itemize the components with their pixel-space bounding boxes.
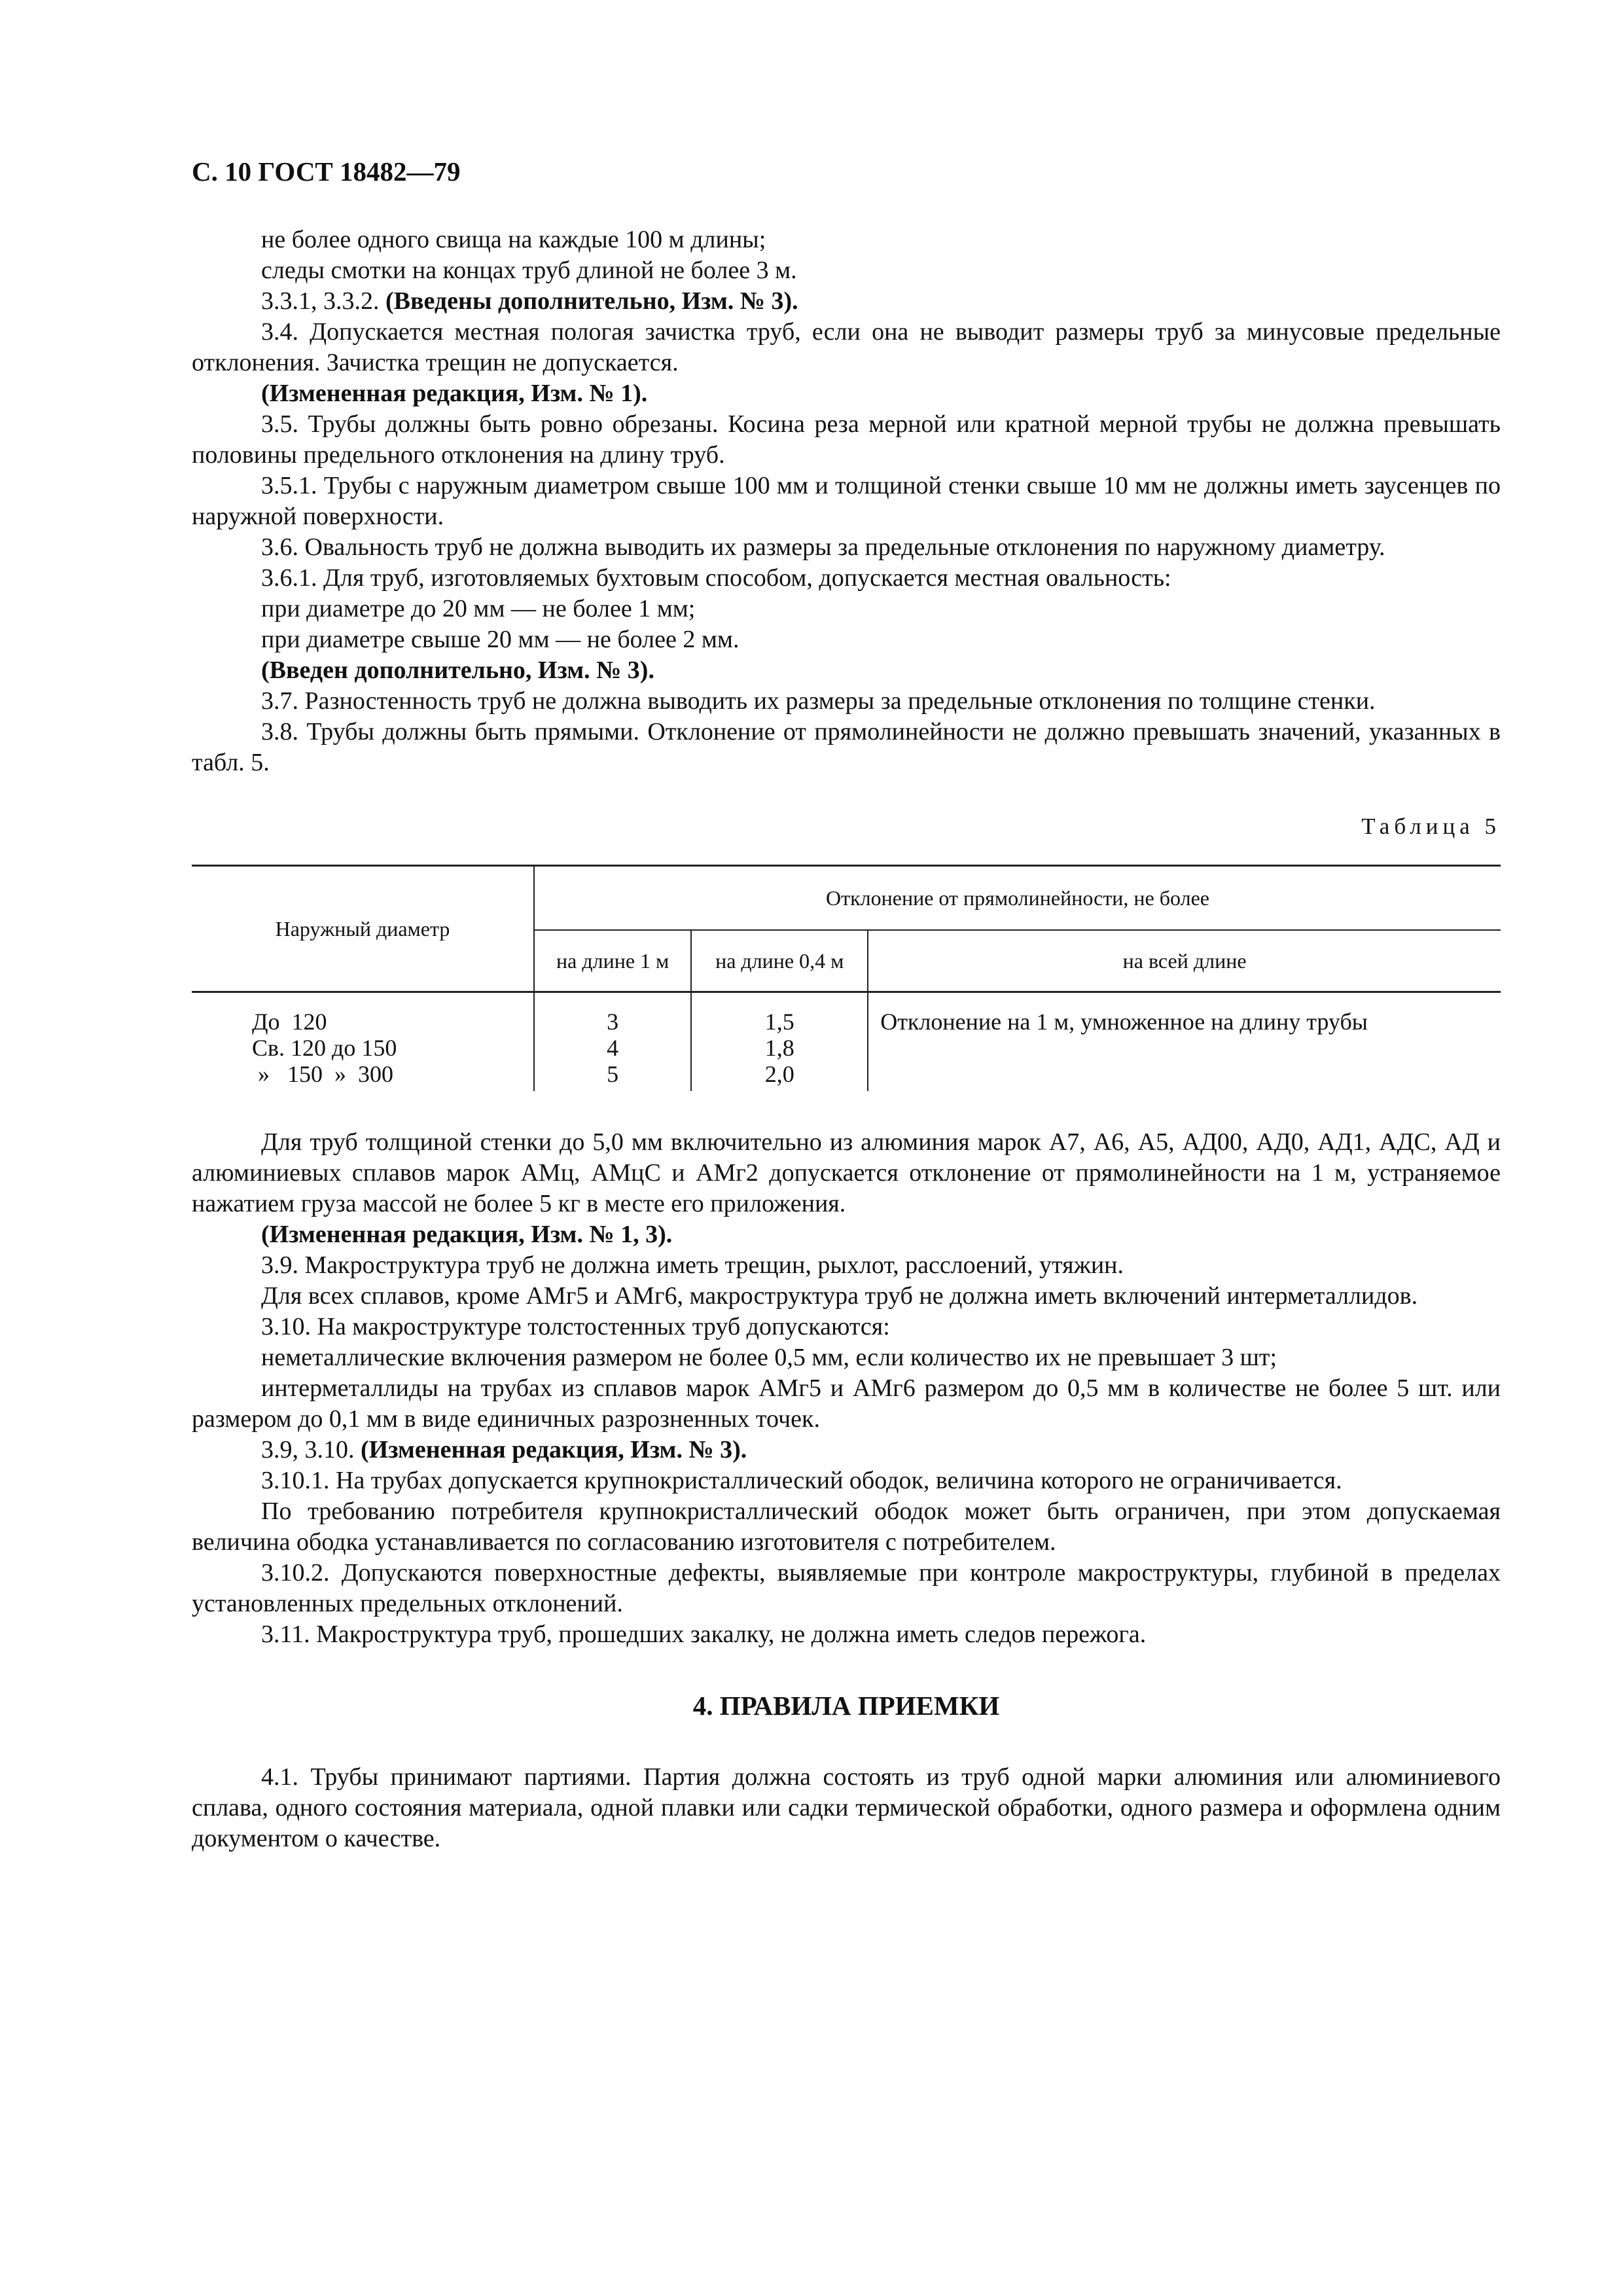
diameter-cell — [192, 992, 534, 1092]
paragraph: 3.7. Разностенность труб не должна выводить их размеры за предельные отклонения по толщине стенки. — [261, 687, 1376, 715]
whole-length-cell: Отклонение на 1 м, умноженное на длину трубы — [868, 992, 1501, 1092]
top-text-block — [192, 224, 1501, 778]
paragraph: 3.11. Макроструктура труб, прошедших закалку, не должна иметь следов пережога. — [261, 1621, 1147, 1648]
table-cell: 1,5 — [764, 1009, 794, 1035]
column-header-diameter: Наружный диаметр — [192, 866, 534, 992]
table-cell: 1,8 — [764, 1035, 794, 1061]
paragraph: 3.8. Трубы должны быть прямыми. Отклонение от прямолинейности не должно превышать значений, указанных в табл. 5. — [192, 718, 1501, 776]
amendment-note: (Измененная редакция, Изм. № 1, 3). — [261, 1221, 673, 1248]
paragraph: По требованию потребителя крупнокристаллический ободок может быть ограничен, при этом допускаемая величина ободка устанавливается по согласованию изготовителя с потребителем. — [192, 1498, 1501, 1556]
paragraph: неметаллические включения размером не более 0,5 мм, если количество их не превышает 3 шт; — [261, 1344, 1277, 1371]
table-cell: До 120 — [252, 1009, 327, 1035]
paragraph: следы смотки на концах труб длиной не более 3 м. — [261, 257, 797, 284]
paragraph: 3.5.1. Трубы с наружным диаметром свыше 100 мм и толщиной стенки свыше 10 мм не должны иметь заусенцев по наружной поверхности. — [192, 472, 1501, 530]
table-cell: 3 — [607, 1009, 619, 1035]
amendment-note: (Введены дополнительно, Изм. № 3). — [385, 287, 798, 315]
paragraph: Для труб толщиной стенки до 5,0 мм включительно из алюминия марок А7, А6, А5, АД00, АД0, АД1, АДС, АД и алюминиевых сплавов марок АМц, АМцС и АМг2 допускается отклонение от прямолинейности на 1 м, устраняемое нажатием груза массой не более 5 кг в месте его приложения. — [192, 1128, 1501, 1217]
paragraph: 3.9. Макроструктура труб не должна иметь трещин, рыхлот, расслоений, утяжин. — [261, 1251, 1124, 1279]
column-header-04m: на длине 0,4 м — [691, 930, 868, 992]
paragraph: интерметаллиды на трубах из сплавов марок АМг5 и АМг6 размером до 0,5 мм в количестве не более 5 шт. или размером до 0,1 мм в виде единичных разрозненных точек. — [192, 1374, 1501, 1433]
len-1m-cell — [534, 992, 691, 1092]
paragraph: 3.10. На макроструктуре толстостенных труб допускаются: — [261, 1313, 890, 1340]
amendment-note: (Измененная редакция, Изм. № 1). — [261, 380, 648, 407]
section-title: 4. ПРАВИЛА ПРИЕМКИ — [692, 1691, 1000, 1721]
table-cell: 5 — [607, 1061, 619, 1087]
paragraph: 3.10.1. На трубах допускается крупнокристаллический ободок, величина которого не ограничивается. — [261, 1467, 1342, 1494]
paragraph: 3.4. Допускается местная пологая зачистка труб, если она не выводит размеры труб за минусовые предельные отклонения. Зачистка трещин не допускается. — [192, 318, 1501, 376]
paragraph: 3.5. Трубы должны быть ровно обрезаны. Косина реза мерной или кратной мерной трубы не должна превышать половины предельного отклонения на длину труб. — [192, 410, 1501, 469]
document-page — [192, 152, 1501, 1854]
table-cell: Св. 120 до 150 — [252, 1035, 397, 1061]
section-text-block — [192, 1762, 1501, 1854]
page-header: С. 10 ГОСТ 18482—79 — [192, 156, 461, 187]
paragraph: 3.10.2. Допускаются поверхностные дефекты, выявляемые при контроле макроструктуры, глубиной в пределах установленных предельных отклонений. — [192, 1559, 1501, 1617]
paragraph: 3.3.1, 3.3.2. (Введены дополнительно, Изм. № 3). — [261, 287, 798, 315]
table-caption: Таблица 5 — [1361, 814, 1501, 839]
amendment-note: (Измененная редакция, Изм. № 3). — [361, 1436, 747, 1463]
paragraph: 4.1. Трубы принимают партиями. Партия должна состоять из труб одной марки алюминия или алюминиевого сплава, одного состояния материала, одной плавки или садки термической обработки, одного размера и оформлена одним документом о качестве. — [192, 1763, 1501, 1852]
amendment-note: (Введен дополнительно, Изм. № 3). — [261, 656, 654, 684]
bottom-text-block — [192, 1127, 1501, 1650]
paragraph: 3.9, 3.10. (Измененная редакция, Изм. № 3). — [261, 1436, 747, 1463]
paragraph: 3.6.1. Для труб, изготовляемых бухтовым способом, допускается местная овальность: — [261, 564, 1171, 592]
table-cell: 4 — [607, 1035, 619, 1061]
paragraph: Для всех сплавов, кроме АМг5 и АМг6, макроструктура труб не должна иметь включений интерметаллидов. — [261, 1282, 1418, 1310]
column-group-header: Отклонение от прямолинейности, не более — [534, 866, 1501, 931]
len-04m-cell — [691, 992, 868, 1092]
column-header-1m: на длине 1 м — [534, 930, 691, 992]
paragraph: при диаметре свыше 20 мм — не более 2 мм. — [261, 626, 740, 653]
paragraph: при диаметре до 20 мм — не более 1 мм; — [261, 595, 696, 622]
column-header-whole: на всей длине — [868, 930, 1501, 992]
straightness-table — [192, 865, 1501, 1091]
table-cell: 2,0 — [764, 1061, 794, 1087]
paragraph: не более одного свища на каждые 100 м длины; — [261, 226, 766, 253]
table-cell: » 150 » 300 — [252, 1061, 393, 1087]
paragraph: 3.6. Овальность труб не должна выводить их размеры за предельные отклонения по наружному диаметру. — [261, 533, 1385, 561]
